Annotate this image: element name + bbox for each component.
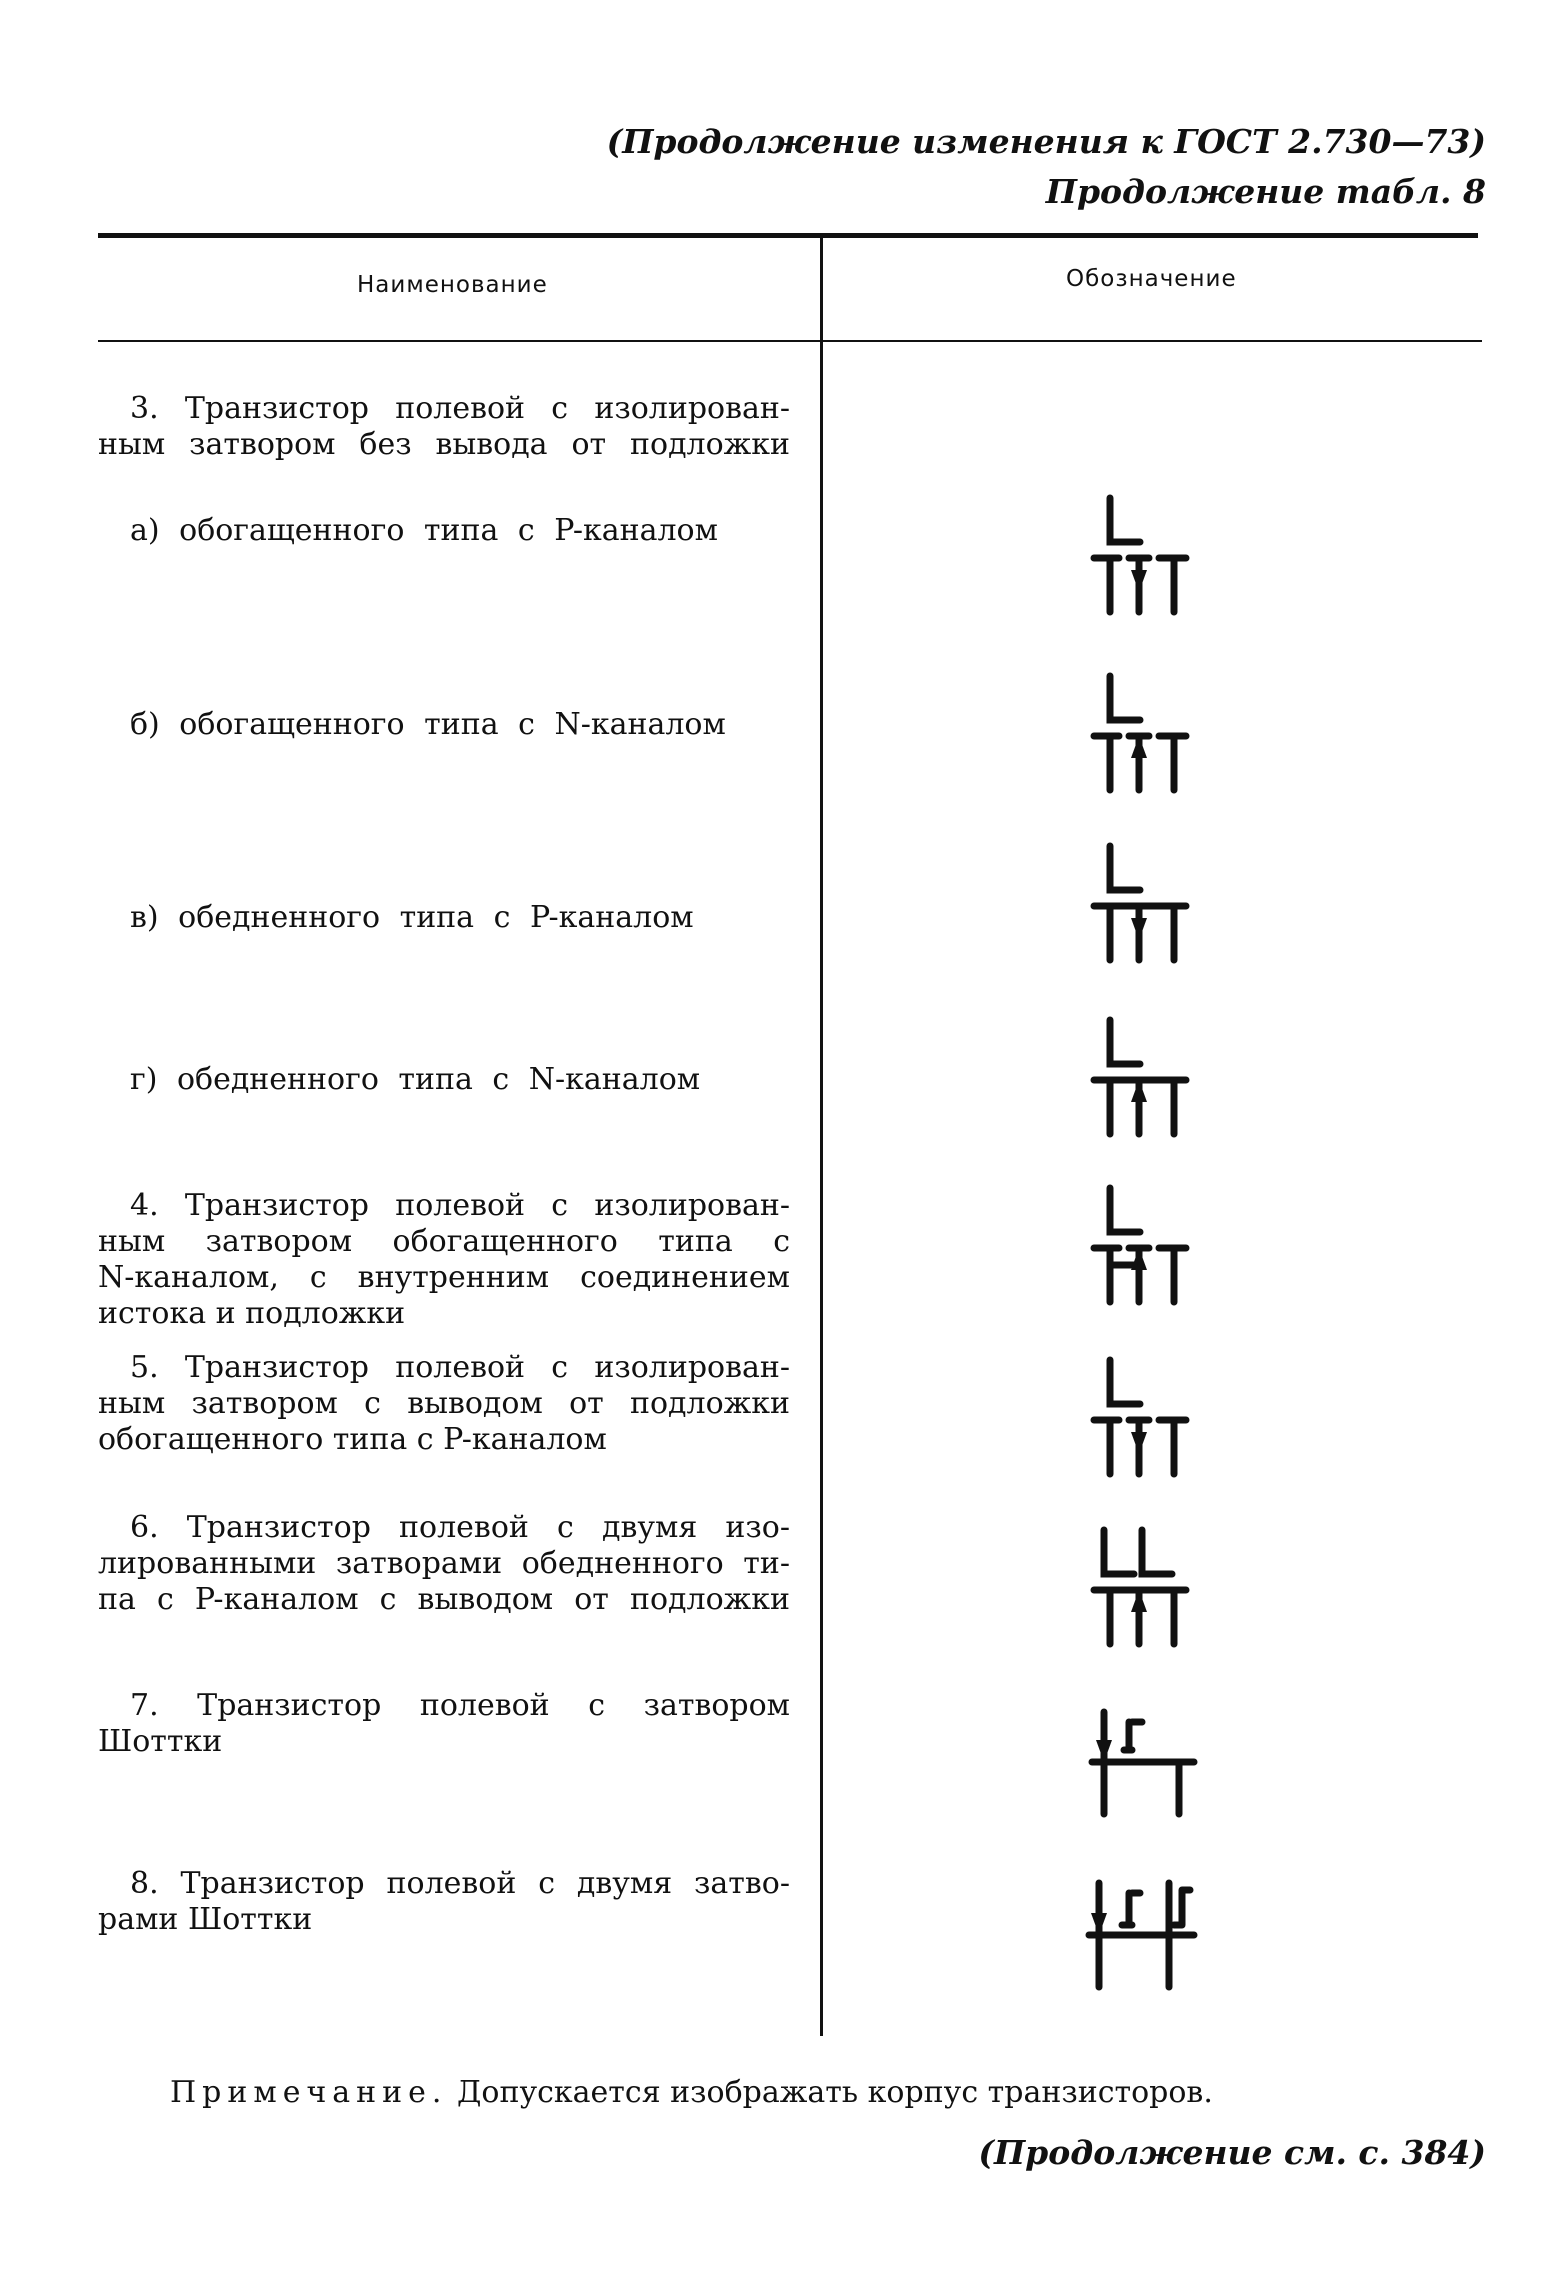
row-text-line: ным затвором без вывода от подложки — [98, 427, 790, 462]
symbol-dep-p-icon — [1074, 838, 1204, 968]
row-text-line: обогащенного типа с P-каналом — [98, 1422, 607, 1457]
footer-continuation: (Продолжение см. с. 384) — [978, 2133, 1486, 2172]
table-row-7 — [98, 1688, 790, 1760]
table-header-rule — [98, 340, 1482, 342]
row-text-line: ным затвором обогащенного типа с — [98, 1224, 790, 1259]
table-row-6 — [98, 1510, 790, 1618]
symbol-enh-n-internal-icon — [1074, 1180, 1204, 1310]
table-row-5 — [98, 1350, 790, 1458]
symbol-schottky-icon — [1074, 1692, 1204, 1822]
table-row-8 — [98, 1866, 790, 1938]
table-continuation-label: Продолжение табл. 8 — [1045, 172, 1486, 211]
column-header-name: Наименование — [357, 272, 548, 298]
row-text-line: 3. Транзистор полевой с изолирован- — [130, 391, 790, 426]
symbol-dep-n-icon — [1074, 1012, 1204, 1142]
document-continuation-header: (Продолжение изменения к ГОСТ 2.730—73) — [606, 122, 1486, 161]
symbol-dual-gate-icon — [1074, 1522, 1204, 1652]
table-row-3g: г) обедненного типа с N-каналом — [130, 1062, 701, 1097]
row-text-line: 4. Транзистор полевой с изолирован- — [130, 1188, 790, 1223]
table-row-3b: б) обогащенного типа с N-каналом — [130, 707, 726, 742]
symbol-dual-schottky-icon — [1074, 1865, 1204, 1995]
row-text-line: па с P-каналом с выводом от подложки — [98, 1582, 790, 1617]
symbol-enh-n-icon — [1074, 668, 1204, 798]
table-note — [170, 2075, 1213, 2110]
row-text-line: Шоттки — [98, 1724, 223, 1759]
row-text-line: ным затвором с выводом от подложки — [98, 1386, 790, 1421]
row-text-line: 7. Транзистор полевой с затвором — [130, 1688, 790, 1723]
column-header-symbol: Обозначение — [1066, 266, 1237, 292]
row-text-line: рами Шоттки — [98, 1902, 313, 1937]
symbol-enh-p-icon — [1074, 490, 1204, 620]
table-top-rule — [98, 233, 1478, 238]
note-label: Примечание. — [170, 2075, 448, 2110]
row-text-line: 8. Транзистор полевой с двумя затво- — [130, 1866, 790, 1901]
table-row-3v: в) обедненного типа с P-каналом — [130, 900, 694, 935]
row-text-line: лированными затворами обедненного ти- — [98, 1546, 790, 1581]
table-row-3a: а) обогащенного типа с P-каналом — [130, 513, 718, 548]
row-text-line: истока и подложки — [98, 1296, 406, 1331]
table-row-4 — [98, 1188, 790, 1332]
column-divider — [820, 236, 823, 2036]
row-text-line: 5. Транзистор полевой с изолирован- — [130, 1350, 790, 1385]
symbol-enh-p-substrate-icon — [1074, 1352, 1204, 1482]
row-text-line: 6. Транзистор полевой с двумя изо- — [130, 1510, 790, 1545]
note-text: Допускается изображать корпус транзисторов. — [457, 2075, 1213, 2110]
row-text-line: N-каналом, с внутренним соединением — [98, 1260, 790, 1295]
table-row-3-title — [98, 391, 790, 463]
